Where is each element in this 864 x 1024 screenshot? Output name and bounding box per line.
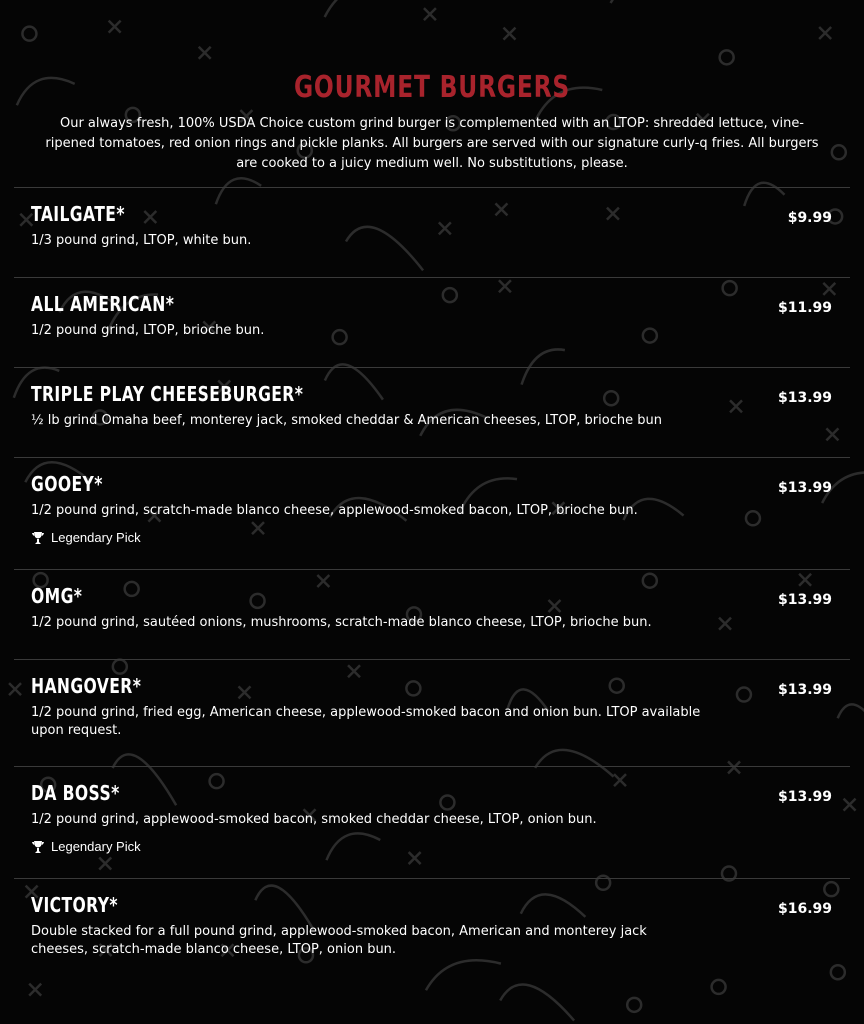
- menu-item-name: ALL AMERICAN*: [31, 292, 175, 316]
- menu-item-price: $13.99: [777, 682, 832, 698]
- menu-item-price: $9.99: [787, 210, 832, 226]
- menu-item: [14, 457, 850, 570]
- legendary-pick-badge: [31, 839, 141, 854]
- trophy-icon: [31, 840, 45, 854]
- menu-item-price: $11.99: [777, 300, 832, 316]
- badge-label: Legendary Pick: [51, 839, 141, 854]
- legendary-pick-badge: [31, 530, 141, 545]
- menu-item-description: 1/2 pound grind, sautéed onions, mushrooms, scratch-made blanco cheese, LTOP, brioche bun.: [31, 615, 652, 630]
- menu-item-description: ½ lb grind Omaha beef, monterey jack, smoked cheddar & American cheeses, LTOP, brioche bun: [31, 413, 662, 428]
- menu-item-name: TRIPLE PLAY CHEESEBURGER*: [31, 382, 304, 406]
- menu-item-price: $13.99: [777, 390, 832, 406]
- menu-item: [14, 766, 850, 879]
- menu-item-name: TAILGATE*: [31, 202, 125, 226]
- badge-label: Legendary Pick: [51, 530, 141, 545]
- menu-item: [14, 367, 850, 458]
- menu-item-name: VICTORY*: [31, 893, 118, 917]
- menu-item-price: $13.99: [777, 789, 832, 805]
- menu-item-price: $13.99: [777, 592, 832, 608]
- menu-item-description: 1/2 pound grind, fried egg, American cheese, applewood-smoked bacon and onion bun. LTOP available upon request.: [31, 705, 701, 738]
- menu-item: [14, 878, 850, 989]
- menu-item-description: 1/2 pound grind, applewood-smoked bacon, smoked cheddar cheese, LTOP, onion bun.: [31, 812, 597, 827]
- menu-item-price: $13.99: [777, 480, 832, 496]
- menu-item-description: 1/2 pound grind, LTOP, brioche bun.: [31, 323, 265, 338]
- menu-item-description: 1/2 pound grind, scratch-made blanco cheese, applewood-smoked bacon, LTOP, brioche bun.: [31, 503, 638, 518]
- menu-item: [14, 277, 850, 368]
- menu-item-description: 1/3 pound grind, LTOP, white bun.: [31, 233, 252, 248]
- menu-item-name: GOOEY*: [31, 472, 103, 496]
- menu-item: [14, 569, 850, 660]
- menu-item: [14, 659, 850, 767]
- menu-item-price: $16.99: [777, 901, 832, 917]
- section-title: GOURMET BURGERS: [293, 70, 571, 105]
- menu-item-name: OMG*: [31, 584, 83, 608]
- menu-item: [14, 187, 850, 278]
- menu-item-name: HANGOVER*: [31, 674, 142, 698]
- menu-item-description: Double stacked for a full pound grind, applewood-smoked bacon, American and monterey jack cheeses, scratch-made blanco cheese, LTOP, onion bun.: [31, 924, 647, 957]
- menu-item-name: DA BOSS*: [31, 781, 120, 805]
- section-intro: Our always fresh, 100% USDA Choice custom grind burger is complemented with an LTOP: shredded lettuce, vine-ripened tomatoes, red onion rings and pickle planks. All burgers are served with our signature curly-q fries. All burgers are cooked to a juicy medium well. No substitutions, please.: [45, 116, 819, 171]
- trophy-icon: [31, 531, 45, 545]
